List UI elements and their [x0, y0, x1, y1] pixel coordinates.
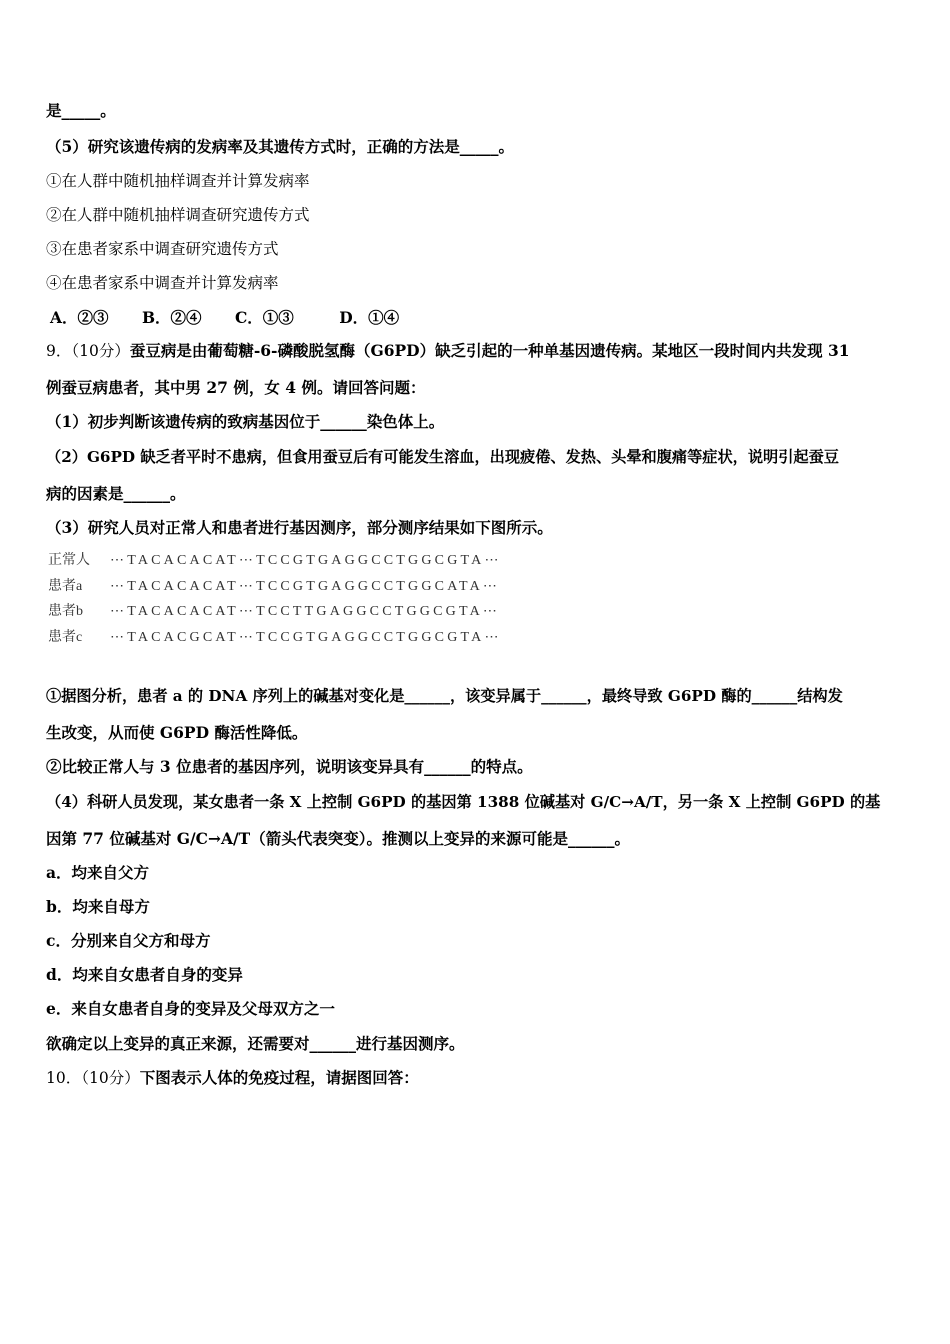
q9-choice-c: c．分别来自父方和母方	[46, 931, 211, 950]
sequence-text: ⋯TACACACAT⋯TCCGTGAGGCCTGGCGTA⋯	[110, 553, 502, 568]
sequence-text: ⋯TACACACAT⋯TCCTTGAGGCCTGGCGTA⋯	[110, 604, 501, 619]
q9-part2-line1: （2）G6PD 缺乏者平时不患病，但食用蚕豆后有可能发生溶血，出现疲倦、发热、头晕和腹痛等症状，说明引起蚕豆	[46, 448, 839, 466]
sequence-label: 患者a	[48, 579, 83, 594]
q9-choice-d: d．均来自女患者自身的变异	[46, 965, 243, 984]
sequence-row-patient-c	[48, 629, 502, 647]
q10-number: 10．（10分）	[46, 1069, 140, 1087]
q9-part3-sub1-line1: ①据图分析，患者 a 的 DNA 序列上的碱基对变化是______，该变异属于______，最终导致 G6PD 酶的______结构发	[46, 687, 843, 705]
sequence-row-patient-b	[48, 603, 500, 621]
q9-choice-b: b．均来自母方	[46, 897, 150, 916]
q8-item-2: ②在人群中随机抽样调查研究遗传方式	[46, 206, 310, 224]
sequence-label: 患者c	[48, 630, 83, 645]
q8-item-4: ④在患者家系中调查并计算发病率	[46, 274, 279, 292]
sequence-text: ⋯TACACGCAT⋯TCCGTGAGGCCTGGCGTA⋯	[110, 630, 502, 645]
option-b: B．②④	[141, 308, 202, 327]
q9-number: 9．（10分）	[46, 342, 130, 360]
q8-part5: （5）研究该遗传病的发病率及其遗传方式时，正确的方法是_____。	[46, 137, 515, 156]
q9-choice-a: a．均来自父方	[46, 863, 150, 882]
sequence-row-patient-a	[48, 578, 500, 596]
q8-options	[50, 308, 427, 328]
sequence-text: ⋯TACACACAT⋯TCCGTGAGGCCTGGCATA⋯	[110, 579, 501, 594]
q8-continuation: 是_____。	[46, 101, 116, 120]
q9-choice-e: e．来自女患者自身的变异及父母双方之一	[46, 999, 335, 1018]
q9-part3-sub2: ②比较正常人与 3 位患者的基因序列，说明该变异具有______的特点。	[46, 757, 533, 776]
q9-part4-line1: （4）科研人员发现，某女患者一条 X 上控制 G6PD 的基因第 1388 位碱基对 G/C→A/T，另一条 X 上控制 G6PD 的基	[46, 793, 881, 811]
sequence-label: 正常人	[48, 553, 90, 568]
q9-part3: （3）研究人员对正常人和患者进行基因测序，部分测序结果如下图所示。	[46, 518, 553, 537]
option-d: D．①④	[339, 308, 400, 327]
sequence-label: 患者b	[48, 604, 83, 619]
q9-stem-line1	[46, 341, 850, 361]
q8-item-1: ①在人群中随机抽样调查并计算发病率	[46, 172, 310, 190]
option-a: A．②③	[50, 308, 109, 327]
q9-stem-line2: 例蚕豆病患者，其中男 27 例，女 4 例。请回答问题：	[46, 378, 426, 397]
q8-item-3: ③在患者家系中调查研究遗传方式	[46, 240, 279, 258]
q9-part4-line2: 因第 77 位碱基对 G/C→A/T（箭头代表突变）。推测以上变异的来源可能是______。	[46, 829, 630, 848]
q10-stem-text: 下图表示人体的免疫过程，请据图回答：	[139, 1068, 419, 1087]
q9-part3-sub1-line2: 生改变，从而使 G6PD 酶活性降低。	[46, 723, 308, 742]
q9-part4-end: 欲确定以上变异的真正来源，还需要对______进行基因测序。	[46, 1034, 465, 1053]
option-c: C．①③	[234, 308, 294, 327]
q9-stem-text: 蚕豆病是由葡萄糖-6-磷酸脱氢酶（G6PD）缺乏引起的一种单基因遗传病。某地区一段时间内共发现 31	[129, 341, 850, 360]
q10-stem	[46, 1068, 419, 1088]
q9-part2-line2: 病的因素是______。	[46, 484, 186, 503]
q9-part1: （1）初步判断该遗传病的致病基因位于______染色体上。	[46, 412, 445, 431]
sequence-row-normal	[48, 552, 502, 570]
